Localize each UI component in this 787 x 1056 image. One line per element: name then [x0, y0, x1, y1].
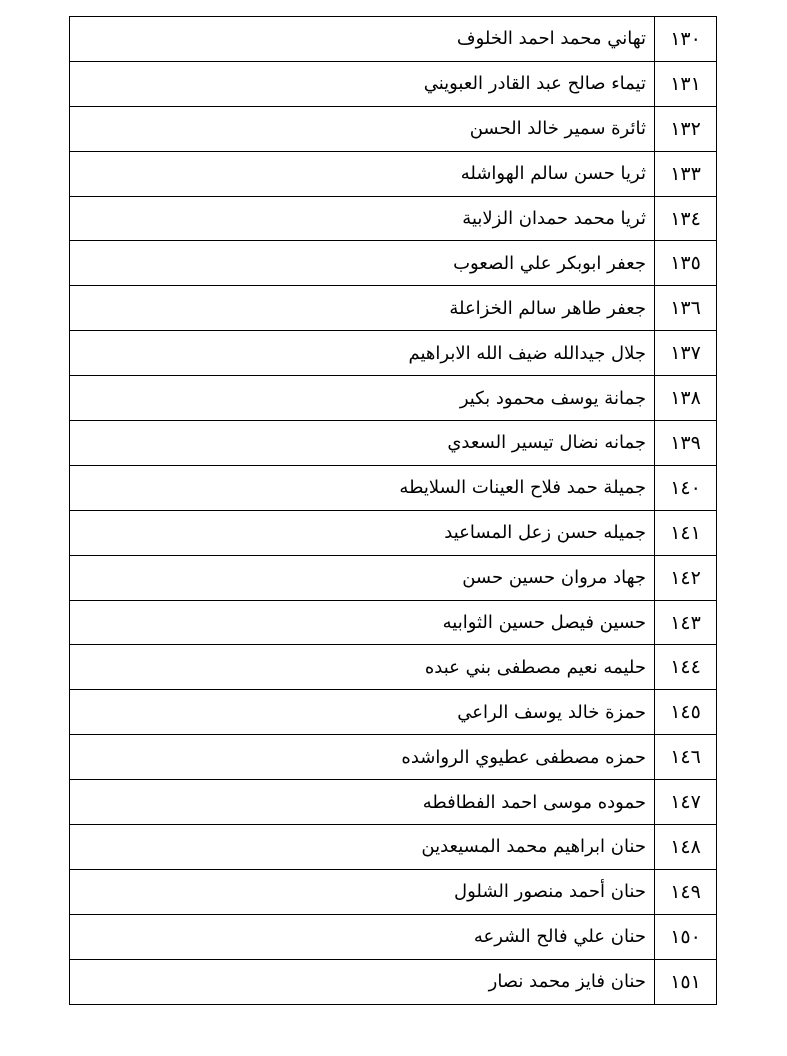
row-number: ١٤١	[655, 510, 717, 555]
row-number: ١٤٨	[655, 825, 717, 870]
table-row	[70, 106, 717, 151]
person-name: حمزة خالد يوسف الراعي	[70, 690, 655, 735]
table-row	[70, 645, 717, 690]
table-row	[70, 151, 717, 196]
row-number: ١٤٥	[655, 690, 717, 735]
person-name: جلال جيدالله ضيف الله الابراهيم	[70, 331, 655, 376]
person-name: حموده موسى احمد الفطافطه	[70, 780, 655, 825]
names-table-body	[70, 17, 717, 1005]
person-name: حسين فيصل حسين الثوابيه	[70, 600, 655, 645]
row-number: ١٤٧	[655, 780, 717, 825]
row-number: ١٤٤	[655, 645, 717, 690]
person-name: جمانه نضال تيسير السعدي	[70, 421, 655, 466]
table-row	[70, 465, 717, 510]
person-name: ثريا محمد حمدان الزلابية	[70, 196, 655, 241]
person-name: حنان ابراهيم محمد المسيعدين	[70, 825, 655, 870]
row-number: ١٣٢	[655, 106, 717, 151]
row-number: ١٤٩	[655, 869, 717, 914]
person-name: جعفر ابوبكر علي الصعوب	[70, 241, 655, 286]
person-name: جميلة حمد فلاح العينات السلايطه	[70, 465, 655, 510]
row-number: ١٣٠	[655, 17, 717, 62]
row-number: ١٤٦	[655, 735, 717, 780]
table-row	[70, 825, 717, 870]
row-number: ١٣٧	[655, 331, 717, 376]
person-name: حليمه نعيم مصطفى بني عبده	[70, 645, 655, 690]
row-number: ١٣٥	[655, 241, 717, 286]
row-number: ١٤٢	[655, 555, 717, 600]
person-name: حنان فايز محمد نصار	[70, 959, 655, 1004]
person-name: حمزه مصطفى عطيوي الرواشده	[70, 735, 655, 780]
table-row	[70, 286, 717, 331]
person-name: تيماء صالح عبد القادر العبويني	[70, 61, 655, 106]
row-number: ١٤٠	[655, 465, 717, 510]
row-number: ١٣٦	[655, 286, 717, 331]
person-name: جعفر طاهر سالم الخزاعلة	[70, 286, 655, 331]
names-table	[69, 16, 717, 1005]
table-row	[70, 555, 717, 600]
table-row	[70, 61, 717, 106]
table-row	[70, 376, 717, 421]
person-name: جهاد مروان حسين حسن	[70, 555, 655, 600]
table-row	[70, 196, 717, 241]
table-row	[70, 959, 717, 1004]
table-row	[70, 331, 717, 376]
row-number: ١٣٨	[655, 376, 717, 421]
row-number: ١٣١	[655, 61, 717, 106]
person-name: حنان أحمد منصور الشلول	[70, 869, 655, 914]
table-row	[70, 869, 717, 914]
table-row	[70, 510, 717, 555]
person-name: ثائرة سمير خالد الحسن	[70, 106, 655, 151]
table-row	[70, 600, 717, 645]
person-name: جميله حسن زعل المساعيد	[70, 510, 655, 555]
table-row	[70, 421, 717, 466]
person-name: حنان علي فالح الشرعه	[70, 914, 655, 959]
row-number: ١٥٠	[655, 914, 717, 959]
row-number: ١٣٤	[655, 196, 717, 241]
table-row	[70, 17, 717, 62]
table-row	[70, 690, 717, 735]
table-row	[70, 780, 717, 825]
table-row	[70, 914, 717, 959]
table-row	[70, 735, 717, 780]
row-number: ١٣٩	[655, 421, 717, 466]
row-number: ١٤٣	[655, 600, 717, 645]
row-number: ١٣٣	[655, 151, 717, 196]
person-name: ثريا حسن سالم الهواشله	[70, 151, 655, 196]
table-row	[70, 241, 717, 286]
row-number: ١٥١	[655, 959, 717, 1004]
person-name: تهاني محمد احمد الخلوف	[70, 17, 655, 62]
person-name: جمانة يوسف محمود بكير	[70, 376, 655, 421]
